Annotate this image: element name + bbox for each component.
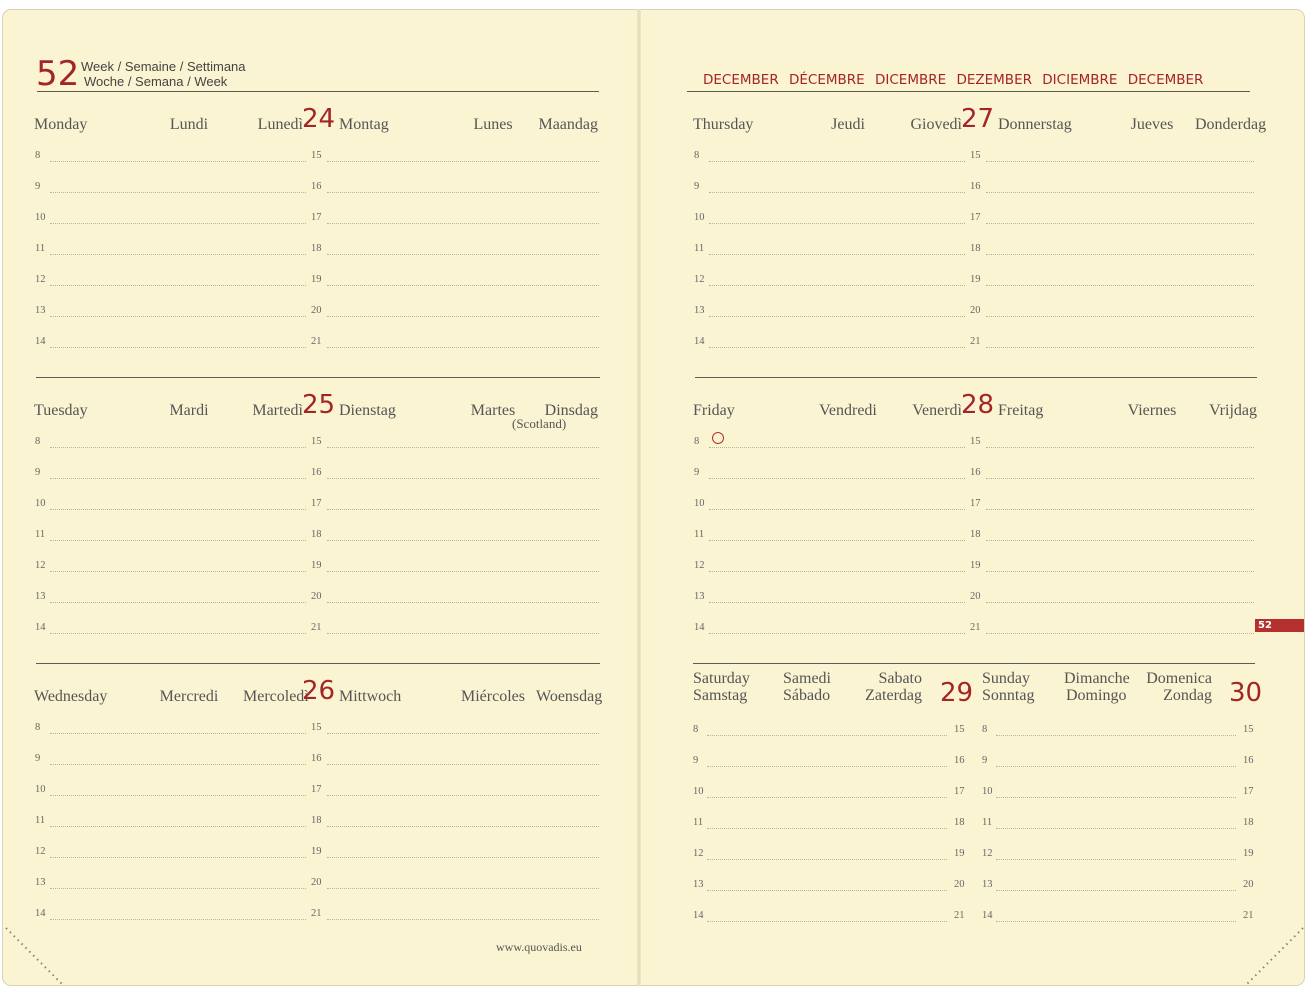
time-line [707,890,947,891]
hour-label: 17 [311,212,322,223]
hour-label: 19 [970,560,981,571]
hour-label: 11 [982,817,993,828]
hour-label: 15 [311,436,322,447]
time-line [996,921,1236,922]
hour-label: 18 [970,243,981,254]
time-line [327,633,599,634]
day-separator [693,663,1255,664]
planner-spread [2,9,1305,986]
hour-label: 12 [35,846,46,857]
time-line [707,797,947,798]
footer-url: www.quovadis.eu [496,940,582,954]
hour-label: 20 [970,305,981,316]
time-line [996,828,1236,829]
time-line [50,764,306,765]
day-name: Donderdag [1195,116,1267,133]
hour-label: 13 [693,879,704,890]
time-line [327,888,599,889]
hour-label: 10 [694,498,705,509]
time-line [986,223,1254,224]
hour-label: 11 [694,243,705,254]
day-number: 26 [302,676,336,706]
day-name: Friday [693,402,735,419]
day-name: Montag [339,116,389,133]
time-line [327,316,599,317]
time-line [986,478,1254,479]
hour-label: 15 [970,150,981,161]
hour-label: 19 [954,848,965,859]
hour-label: 21 [311,622,322,633]
time-line [986,347,1254,348]
hour-label: 10 [35,498,46,509]
day-separator [36,663,600,664]
time-line [707,859,947,860]
time-line [709,478,965,479]
hour-label: 8 [35,150,41,161]
time-line [986,447,1254,448]
hour-label: 18 [311,243,322,254]
time-line [996,797,1236,798]
header-rule-right [687,91,1250,92]
hour-label: 21 [970,336,981,347]
hour-label: 16 [311,181,322,192]
hour-label: 9 [35,753,41,764]
day-number: 25 [302,390,336,420]
day-name: Zondag [1163,687,1212,704]
time-line [327,285,599,286]
hour-label: 13 [982,879,993,890]
hour-label: 11 [693,817,704,828]
time-line [50,478,306,479]
week-tab[interactable]: 52 [1255,619,1304,632]
day-name: Vrijdag [1209,402,1257,419]
day-name: Dinsdag [544,402,598,419]
day-name: Zaterdag [865,687,922,704]
day-name: Martedì [252,402,303,419]
day-name: Dimanche [1064,670,1130,687]
month-name: DICEMBRE [875,72,947,88]
time-line [50,919,306,920]
hour-label: 13 [35,877,46,888]
hour-label: 15 [970,436,981,447]
hour-label: 9 [693,755,699,766]
hour-label: 12 [694,560,705,571]
time-line [50,633,306,634]
hour-label: 17 [954,786,965,797]
time-line [50,223,306,224]
time-line [327,857,599,858]
time-line [707,921,947,922]
hour-label: 16 [311,753,322,764]
hour-label: 21 [970,622,981,633]
day-number: 29 [940,678,974,708]
time-line [50,857,306,858]
hour-label: 14 [35,908,46,919]
day-name: Saturday [693,670,750,687]
week-label-line2: Woche / Semana / Week [84,74,228,89]
day-name: Sunday [982,670,1030,687]
hour-label: 14 [694,336,705,347]
time-line [707,766,947,767]
time-line [50,795,306,796]
day-name: Samedi [783,670,831,687]
month-name: DEZEMBER [956,72,1032,88]
day-name: Mercoledì [243,688,309,705]
hour-label: 21 [954,910,965,921]
time-line [50,888,306,889]
time-line [50,571,306,572]
day-name: Venerdì [912,402,962,419]
day-name: Mittwoch [339,688,402,705]
hour-label: 20 [311,305,322,316]
hour-label: 10 [35,784,46,795]
hour-label: 18 [970,529,981,540]
hour-label: 15 [311,150,322,161]
time-line [50,509,306,510]
hour-label: 14 [982,910,993,921]
hour-label: 15 [311,722,322,733]
hour-label: 9 [694,181,700,192]
hour-label: 19 [311,560,322,571]
time-line [50,254,306,255]
day-name: Thursday [693,116,754,133]
month-names [703,72,1209,89]
time-line [709,347,965,348]
hour-label: 12 [35,274,46,285]
time-line [986,571,1254,572]
day-name: Jeudi [831,116,865,133]
page-corner-left-icon [4,926,64,986]
time-line [327,795,599,796]
time-line [996,766,1236,767]
day-name: Mardi [169,402,209,419]
day-name: Domingo [1066,687,1127,704]
hour-label: 21 [311,336,322,347]
hour-label: 19 [311,846,322,857]
time-line [327,161,599,162]
week-label-line1: Week / Semaine / Settimana [81,59,246,74]
day-name: Tuesday [34,402,88,419]
hour-label: 10 [982,786,993,797]
time-line [986,602,1254,603]
hour-label: 14 [693,910,704,921]
hour-label: 8 [35,436,41,447]
time-line [327,192,599,193]
time-line [50,447,306,448]
hour-label: 16 [1243,755,1254,766]
hour-label: 20 [1243,879,1254,890]
time-line [50,540,306,541]
hour-label: 14 [694,622,705,633]
time-line [327,478,599,479]
time-line [986,633,1254,634]
time-line [327,764,599,765]
hour-label: 15 [954,724,965,735]
time-line [327,919,599,920]
hour-label: 12 [35,560,46,571]
day-separator [36,377,600,378]
time-line [709,316,965,317]
hour-label: 11 [35,243,46,254]
hour-label: 9 [35,181,41,192]
hour-label: 18 [311,815,322,826]
hour-label: 18 [954,817,965,828]
day-name: Monday [34,116,88,133]
time-line [50,285,306,286]
time-line [709,571,965,572]
day-name: Woensdag [536,688,603,705]
hour-label: 17 [970,212,981,223]
hour-label: 13 [694,305,705,316]
day-number: 24 [302,104,336,134]
hour-label: 9 [694,467,700,478]
time-line [709,254,965,255]
time-line [709,509,965,510]
day-name: Vendredi [819,402,877,419]
hour-label: 8 [694,436,700,447]
time-line [50,826,306,827]
day-name: Domenica [1146,670,1212,687]
header-rule-left [37,91,599,92]
time-line [327,509,599,510]
time-line [707,735,947,736]
month-name: DICIEMBRE [1042,72,1118,88]
time-line [327,733,599,734]
hour-label: 21 [311,908,322,919]
time-line [50,161,306,162]
time-line [327,223,599,224]
hour-label: 19 [1243,848,1254,859]
hour-label: 10 [693,786,704,797]
time-line [327,540,599,541]
month-name: DECEMBER [1127,72,1204,88]
hour-label: 17 [311,498,322,509]
day-name: Freitag [998,402,1044,419]
time-line [327,254,599,255]
page-corner-right-icon [1245,926,1305,986]
hour-label: 17 [970,498,981,509]
day-name: Samstag [693,687,748,704]
hour-label: 10 [694,212,705,223]
hour-label: 14 [35,336,46,347]
hour-label: 14 [35,622,46,633]
hour-label: 18 [311,529,322,540]
new-moon-icon [712,432,724,444]
page-gutter [637,9,641,986]
time-line [327,447,599,448]
week-number: 52 [36,54,80,94]
time-line [50,733,306,734]
hour-label: 9 [982,755,988,766]
time-line [986,509,1254,510]
day-name: Donnerstag [998,116,1072,133]
hour-label: 8 [694,150,700,161]
hour-label: 18 [1243,817,1254,828]
day-name: Lunedì [257,116,303,133]
time-line [709,633,965,634]
time-line [996,890,1236,891]
hour-label: 8 [35,722,41,733]
time-line [986,316,1254,317]
day-name: Maandag [538,116,598,133]
day-name: Martes [470,402,516,419]
hour-label: 21 [1243,910,1254,921]
time-line [996,859,1236,860]
day-name: Sonntag [982,687,1035,704]
hour-label: 12 [982,848,993,859]
hour-label: 19 [970,274,981,285]
hour-label: 20 [311,877,322,888]
hour-label: 12 [693,848,704,859]
time-line [327,826,599,827]
hour-label: 13 [35,591,46,602]
hour-label: 11 [694,529,705,540]
day-name: Viernes [1127,402,1177,419]
time-line [709,223,965,224]
time-line [986,254,1254,255]
time-line [50,347,306,348]
time-line [327,347,599,348]
hour-label: 15 [1243,724,1254,735]
hour-label: 16 [970,181,981,192]
hour-label: 16 [970,467,981,478]
day-name: Miércoles [461,688,525,705]
day-number: 27 [961,104,995,134]
holiday-note: (Scotland) [512,416,567,431]
hour-label: 16 [954,755,965,766]
day-name: Sabato [878,670,922,687]
time-line [996,735,1236,736]
hour-label: 9 [35,467,41,478]
hour-label: 17 [311,784,322,795]
hour-label: 8 [693,724,699,735]
hour-label: 11 [35,529,46,540]
hour-label: 10 [35,212,46,223]
day-number: 28 [961,390,995,420]
time-line [709,540,965,541]
hour-label: 20 [954,879,965,890]
time-line [50,316,306,317]
hour-label: 13 [694,591,705,602]
hour-label: 12 [694,274,705,285]
hour-label: 13 [35,305,46,316]
day-number: 30 [1229,678,1263,708]
time-line [327,602,599,603]
time-line [709,161,965,162]
time-line [986,161,1254,162]
time-line [986,192,1254,193]
hour-label: 16 [311,467,322,478]
day-name: Dienstag [339,402,396,419]
day-name: Wednesday [34,688,108,705]
time-line [709,602,965,603]
day-name: Giovedì [910,116,962,133]
time-line [50,192,306,193]
day-name: Mercredi [159,688,219,705]
day-name: Lundi [169,116,209,133]
time-line [709,447,965,448]
day-separator [695,377,1257,378]
time-line [986,285,1254,286]
hour-label: 20 [311,591,322,602]
time-line [327,571,599,572]
hour-label: 17 [1243,786,1254,797]
day-name: Sábado [783,687,831,704]
time-line [709,285,965,286]
time-line [707,828,947,829]
hour-label: 8 [982,724,988,735]
hour-label: 19 [311,274,322,285]
time-line [50,602,306,603]
month-name: DÉCEMBRE [789,72,865,88]
day-name: Jueves [1130,116,1174,133]
hour-label: 11 [35,815,46,826]
time-line [986,540,1254,541]
hour-label: 20 [970,591,981,602]
time-line [709,192,965,193]
day-name: Lunes [473,116,513,133]
month-name: DECEMBER [703,72,779,88]
